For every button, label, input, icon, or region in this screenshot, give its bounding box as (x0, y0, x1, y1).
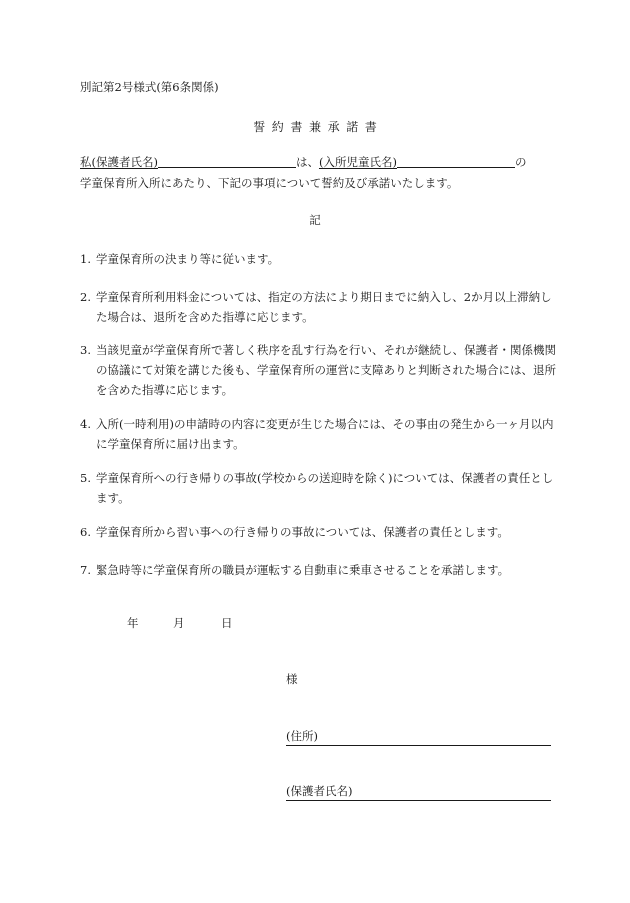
pledge-item (80, 522, 558, 542)
pledge-item (80, 287, 558, 327)
pledge-text: 学童保育所の決まり等に従います。 (96, 252, 280, 266)
intro-line-1 (80, 154, 560, 170)
document-title: 誓約書兼承諾書 (253, 120, 384, 134)
guardian-name-blank[interactable] (158, 155, 296, 168)
addressee-suffix: 様 (286, 672, 298, 686)
ki-heading: 記 (309, 213, 321, 227)
intro-line-2: 学童保育所入所にあたり、下記の事項について誓約及び承諾いたします。 (80, 176, 459, 190)
pledge-number: 5. (80, 471, 91, 485)
child-name-blank[interactable] (397, 155, 515, 168)
pledge-text: 学童保育所利用料金については、指定の方法により期日までに納入し、2か月以上滞納した場合は、退所を含めた指導に応じます。 (96, 290, 552, 324)
address-label: (住所) (286, 729, 318, 743)
date-day: 日 (221, 616, 233, 630)
pledge-text: 学童保育所から習い事への行き帰りの事故については、保護者の責任とします。 (96, 525, 509, 539)
pledge-text: 学童保育所への行き帰りの事故(学校からの送迎時を除く)については、保護者の責任とします。 (96, 471, 554, 505)
pledge-number: 2. (80, 290, 91, 304)
pledge-list (80, 249, 558, 580)
pledge-number: 3. (80, 343, 91, 357)
intro-connector: は、 (295, 155, 319, 169)
guardian-name-field[interactable] (286, 783, 551, 801)
pledge-item (80, 468, 558, 508)
pledge-number: 6. (80, 525, 91, 539)
address-field[interactable] (286, 728, 551, 746)
pledge-text: 入所(一時利用)の申請時の内容に変更が生じた場合には、その事由の発生から一ヶ月以内に学童保育所に届け出ます。 (96, 417, 554, 451)
pledge-item (80, 249, 558, 269)
pledge-item (80, 340, 558, 400)
date-year: 年 (127, 616, 139, 630)
date-line (127, 615, 233, 631)
date-month: 月 (173, 616, 185, 630)
pledge-number: 1. (80, 252, 91, 266)
pledge-item (80, 560, 558, 580)
form-identifier: 別記第2号様式(第6条関係) (80, 80, 219, 94)
child-name-label: (入所児童氏名) (318, 155, 397, 169)
intro-suffix: の (514, 155, 527, 169)
pledge-text: 緊急時等に学童保育所の職員が運転する自動車に乗車させることを承諾します。 (96, 563, 510, 577)
guardian-name-label: 私(保護者氏名) (80, 155, 158, 169)
guardian-name-field-label: (保護者氏名) (286, 784, 353, 798)
pledge-item (80, 414, 558, 454)
pledge-number: 4. (80, 417, 91, 431)
pledge-number: 7. (80, 563, 91, 577)
pledge-text: 当該児童が学童保育所で著しく秩序を乱す行為を行い、それが継続し、保護者・関係機関の協議にて対策を講じた後も、学童保育所の運営に支障ありと判断された場合には、退所を含めた指導に応じます。 (96, 343, 556, 397)
